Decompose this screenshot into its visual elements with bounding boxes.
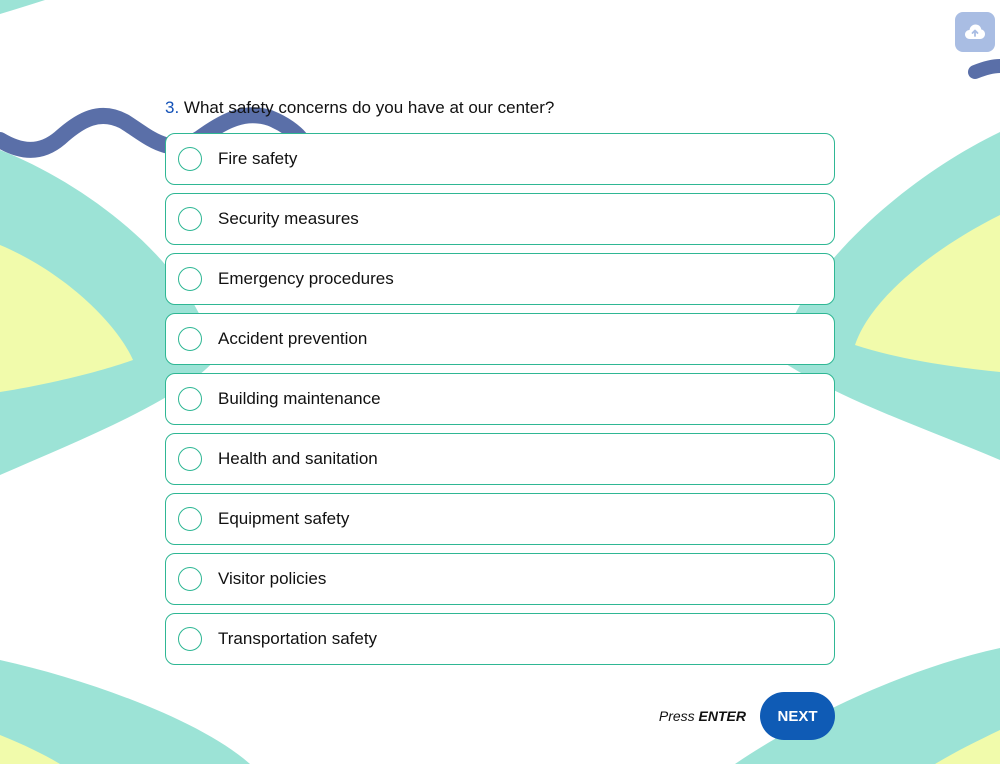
option-label: Emergency procedures xyxy=(218,269,394,288)
radio-circle[interactable] xyxy=(178,627,202,651)
option-label: Transportation safety xyxy=(218,629,378,648)
option-label: Health and sanitation xyxy=(218,449,378,468)
option-equipment-safety[interactable] xyxy=(165,493,835,545)
option-transportation-safety[interactable] xyxy=(165,613,835,665)
radio-circle[interactable] xyxy=(178,147,202,171)
enter-key-label: ENTER xyxy=(698,708,746,724)
next-button[interactable]: NEXT xyxy=(760,692,835,740)
option-health-sanitation[interactable] xyxy=(165,433,835,485)
option-label: Accident prevention xyxy=(218,329,368,348)
radio-circle[interactable] xyxy=(178,387,202,411)
radio-circle[interactable] xyxy=(178,507,202,531)
option-label: Visitor policies xyxy=(218,569,327,588)
option-visitor-policies[interactable] xyxy=(165,553,835,605)
options-list xyxy=(165,133,835,673)
radio-circle[interactable] xyxy=(178,327,202,351)
radio-circle[interactable] xyxy=(178,207,202,231)
option-accident-prevention[interactable] xyxy=(165,313,835,365)
option-label: Building maintenance xyxy=(218,389,381,408)
question-title xyxy=(165,96,835,120)
option-label: Equipment safety xyxy=(218,509,350,528)
question-number: 3. xyxy=(165,98,180,117)
cloud-upload-icon xyxy=(964,23,986,41)
option-label: Fire safety xyxy=(218,149,298,168)
press-label: Press xyxy=(658,708,695,724)
option-emergency-procedures[interactable] xyxy=(165,253,835,305)
upload-button[interactable] xyxy=(955,12,995,52)
option-label: Security measures xyxy=(218,209,359,228)
option-building-maintenance[interactable] xyxy=(165,373,835,425)
radio-circle[interactable] xyxy=(178,447,202,471)
option-fire-safety[interactable] xyxy=(165,133,835,185)
form-footer xyxy=(640,692,835,740)
radio-circle[interactable] xyxy=(178,567,202,591)
press-enter-hint xyxy=(659,708,746,724)
option-security-measures[interactable] xyxy=(165,193,835,245)
question-text: What safety concerns do you have at our center? xyxy=(183,98,555,117)
radio-circle[interactable] xyxy=(178,267,202,291)
